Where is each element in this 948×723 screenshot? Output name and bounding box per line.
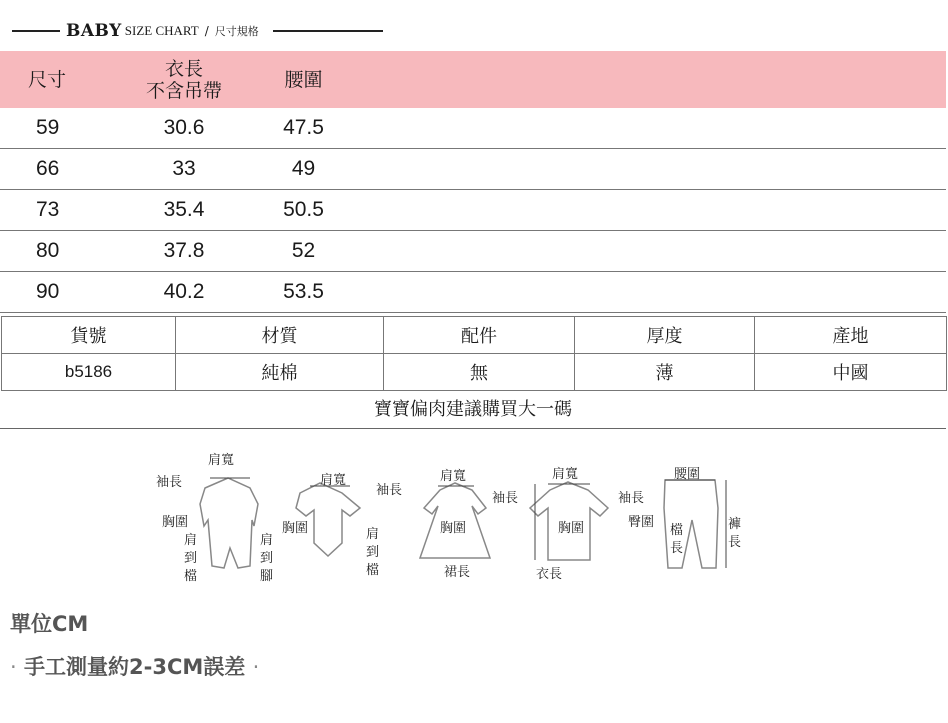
label-shoulder-to-crotch-2c: 檔 xyxy=(366,563,380,578)
cell-length: 37.8 xyxy=(125,231,243,272)
header-length xyxy=(125,51,243,108)
cell-length: 35.4 xyxy=(125,190,243,231)
label-sleeve-length-1: 袖長 xyxy=(156,475,183,490)
cell-size: 73 xyxy=(0,190,125,231)
value-item-no: b5186 xyxy=(2,354,176,391)
label-chest-3: 胸圍 xyxy=(440,521,467,536)
label-shoulder-width-4: 肩寬 xyxy=(552,467,579,482)
label-shoulder-width-3: 肩寬 xyxy=(440,469,467,484)
header-length-line1: 衣長 xyxy=(164,57,203,80)
size-chart-header xyxy=(12,17,412,45)
header-right-rule xyxy=(273,30,383,32)
size-advice: 寶寶偏肉建議購買大一碼 xyxy=(0,392,946,429)
product-info-table xyxy=(1,316,947,391)
note-dot-left: · xyxy=(10,655,17,679)
table-row xyxy=(0,272,946,313)
romper-diagram-icon xyxy=(200,478,258,568)
label-skirt-length: 裙長 xyxy=(444,565,471,580)
label-sleeve-length-4: 袖長 xyxy=(618,491,645,506)
header-material: 材質 xyxy=(176,317,384,354)
cell-spacer xyxy=(364,190,946,231)
cell-length: 33 xyxy=(125,149,243,190)
label-shoulder-to-foot-c: 腳 xyxy=(260,569,274,584)
label-pants-length-b: 長 xyxy=(728,535,742,550)
note-dot-right: · xyxy=(252,655,260,679)
table-row xyxy=(0,108,946,149)
cell-size: 90 xyxy=(0,272,125,313)
cell-waist: 53.5 xyxy=(243,272,364,313)
label-waist: 腰圍 xyxy=(674,467,701,482)
label-chest-4: 胸圍 xyxy=(558,521,585,536)
label-shoulder-to-foot-b: 到 xyxy=(260,551,274,566)
cell-waist: 47.5 xyxy=(283,116,324,139)
header-separator: / xyxy=(204,24,209,38)
note-text: 手工測量約2-3CM誤差 xyxy=(24,655,246,679)
cell-length: 30.6 xyxy=(163,116,205,139)
cell-spacer xyxy=(364,108,946,149)
label-crotch-length-a: 檔 xyxy=(670,523,684,538)
label-sleeve-length-2: 袖長 xyxy=(376,483,403,498)
header-spacer xyxy=(364,51,946,108)
cell-waist: 52 xyxy=(243,231,364,272)
value-origin: 中國 xyxy=(755,354,947,391)
label-shoulder-width-1: 肩寬 xyxy=(208,453,235,468)
cell-spacer xyxy=(364,149,946,190)
cell-size: 66 xyxy=(0,149,125,190)
label-shoulder-to-foot-a: 肩 xyxy=(260,533,274,548)
measurement-diagrams xyxy=(150,448,750,593)
header-size: 尺寸 xyxy=(0,51,125,108)
header-left-rule xyxy=(12,30,60,32)
label-chest-2: 胸圍 xyxy=(282,521,309,536)
cell-size: 59 xyxy=(36,116,60,139)
header-subtitle-cn: 尺寸規格 xyxy=(214,25,259,38)
header-item-no: 貨號 xyxy=(2,317,176,354)
value-thickness: 薄 xyxy=(575,354,755,391)
header-brand: BABY xyxy=(66,21,122,41)
header-length-line2: 不含吊帶 xyxy=(145,79,222,102)
label-sleeve-length-3: 袖長 xyxy=(492,491,519,506)
label-shoulder-to-crotch-1c: 檔 xyxy=(184,569,198,584)
product-value-row xyxy=(2,354,947,391)
header-waist: 腰圍 xyxy=(243,51,364,108)
measurement-note xyxy=(10,651,259,681)
label-shoulder-to-crotch-2b: 到 xyxy=(366,545,380,560)
cell-waist: 49 xyxy=(243,149,364,190)
table-row xyxy=(0,149,946,190)
header-thickness: 厚度 xyxy=(575,317,755,354)
label-chest-1: 胸圍 xyxy=(162,515,189,530)
cell-spacer xyxy=(364,231,946,272)
product-header-row xyxy=(2,317,947,354)
size-table-header-row xyxy=(0,51,946,108)
cell-spacer xyxy=(364,272,946,313)
cell-waist: 50.5 xyxy=(243,190,364,231)
label-body-length: 衣長 xyxy=(536,567,563,582)
label-shoulder-to-crotch-2a: 肩 xyxy=(366,527,380,542)
unit-label: 單位CM xyxy=(10,612,89,636)
bodysuit-diagram-icon xyxy=(296,483,360,556)
label-shoulder-width-2: 肩寬 xyxy=(320,473,347,488)
cell-length: 40.2 xyxy=(125,272,243,313)
table-row xyxy=(0,231,946,272)
header-accessories: 配件 xyxy=(384,317,575,354)
value-material: 純棉 xyxy=(176,354,384,391)
label-shoulder-to-crotch-1a: 肩 xyxy=(184,533,198,548)
value-accessories: 無 xyxy=(384,354,575,391)
size-table xyxy=(0,51,946,313)
header-subtitle: SIZE CHART xyxy=(124,23,199,38)
label-crotch-length-b: 長 xyxy=(670,541,684,556)
header-origin: 產地 xyxy=(755,317,947,354)
cell-size: 80 xyxy=(0,231,125,272)
label-pants-length-a: 褲 xyxy=(728,517,742,532)
label-hip: 臀圍 xyxy=(628,515,655,530)
table-row xyxy=(0,190,946,231)
label-shoulder-to-crotch-1b: 到 xyxy=(184,551,198,566)
